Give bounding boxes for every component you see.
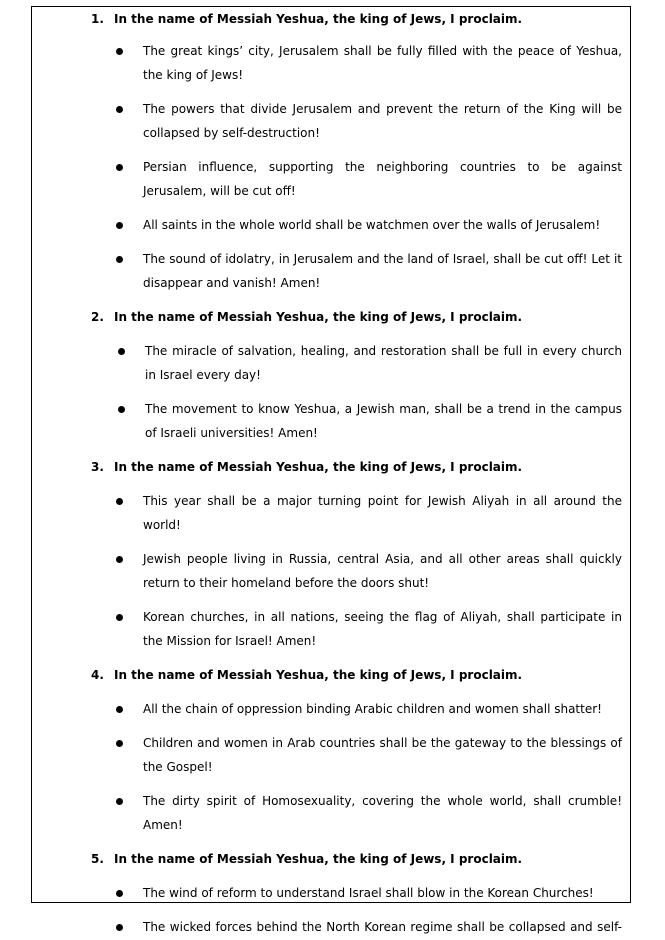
list-item-text: The powers that divide Jerusalem and prevent the return of the King will be collapsed by self-destruction! xyxy=(143,102,622,140)
list-item xyxy=(32,881,630,905)
section-heading xyxy=(32,305,630,329)
proclamation-section-2 xyxy=(32,305,630,445)
bullet-icon xyxy=(116,924,123,931)
list-item xyxy=(32,213,630,237)
section-number: 3. xyxy=(91,460,104,474)
section-heading-text: In the name of Messiah Yeshua, the king of Jews, I proclaim. xyxy=(114,12,523,26)
bullet-icon xyxy=(116,706,123,713)
list-item-text: The great kings’ city, Jerusalem shall be fully filled with the peace of Yeshua, the king of Jews! xyxy=(143,44,622,82)
list-item xyxy=(32,97,630,145)
list-item xyxy=(32,247,630,295)
proclamation-section-3 xyxy=(32,455,630,653)
section-heading-text: In the name of Messiah Yeshua, the king of Jews, I proclaim. xyxy=(114,460,523,474)
list-item xyxy=(32,915,630,939)
list-item-text: All the chain of oppression binding Arabic children and women shall shatter! xyxy=(143,702,602,716)
proclamation-list xyxy=(32,339,630,445)
list-item-text: The wicked forces behind the North Korean regime shall be collapsed and self- xyxy=(143,920,622,934)
list-item xyxy=(32,789,630,837)
list-item-text: Korean churches, in all nations, seeing the flag of Aliyah, shall participate in the Mission for Israel! Amen! xyxy=(143,610,622,648)
proclamation-section-4 xyxy=(32,663,630,837)
bullet-icon xyxy=(116,614,123,621)
list-item-text: The miracle of salvation, healing, and restoration shall be full in every church in Israel every day! xyxy=(145,344,622,382)
section-heading xyxy=(32,7,630,31)
section-number: 5. xyxy=(91,852,104,866)
list-item-text: All saints in the whole world shall be watchmen over the walls of Jerusalem! xyxy=(143,218,601,232)
proclamation-list xyxy=(32,489,630,653)
section-number: 2. xyxy=(91,310,104,324)
bullet-icon xyxy=(118,406,125,413)
list-item xyxy=(32,731,630,779)
proclamation-list xyxy=(32,39,630,295)
list-item-text: The dirty spirit of Homosexuality, covering the whole world, shall crumble! Amen! xyxy=(143,794,622,832)
section-heading xyxy=(32,455,630,479)
list-item xyxy=(32,697,630,721)
list-item xyxy=(32,397,630,445)
bullet-icon xyxy=(116,890,123,897)
section-heading-text: In the name of Messiah Yeshua, the king of Jews, I proclaim. xyxy=(114,852,523,866)
list-item xyxy=(32,547,630,595)
list-item-text: Persian influence, supporting the neighboring countries to be against Jerusalem, will be cut off! xyxy=(143,160,622,198)
bullet-icon xyxy=(116,48,123,55)
list-item-text: This year shall be a major turning point for Jewish Aliyah in all around the world! xyxy=(143,494,622,532)
section-heading-text: In the name of Messiah Yeshua, the king of Jews, I proclaim. xyxy=(114,310,523,324)
bullet-icon xyxy=(116,740,123,747)
section-number: 4. xyxy=(91,668,104,682)
list-item xyxy=(32,155,630,203)
list-item-text: The movement to know Yeshua, a Jewish man, shall be a trend in the campus of Israeli universities! Amen! xyxy=(145,402,622,440)
document-page xyxy=(31,6,631,934)
proclamation-list xyxy=(32,697,630,837)
bullet-icon xyxy=(116,256,123,263)
section-heading xyxy=(32,663,630,687)
proclamation-section-1 xyxy=(32,7,630,295)
proclamation-section-5 xyxy=(32,847,630,939)
section-number: 1. xyxy=(91,12,104,26)
section-heading-text: In the name of Messiah Yeshua, the king of Jews, I proclaim. xyxy=(114,668,523,682)
list-item xyxy=(32,489,630,537)
list-item-text: Children and women in Arab countries shall be the gateway to the blessings of the Gospel! xyxy=(143,736,622,774)
bullet-icon xyxy=(116,106,123,113)
bullet-icon xyxy=(116,222,123,229)
list-item-text: The wind of reform to understand Israel shall blow in the Korean Churches! xyxy=(143,886,594,900)
list-item-text: Jewish people living in Russia, central Asia, and all other areas shall quickly return to their homeland before the doors shut! xyxy=(143,552,622,590)
bullet-icon xyxy=(116,798,123,805)
bullet-icon xyxy=(116,164,123,171)
proclamation-list xyxy=(32,881,630,939)
list-item xyxy=(32,39,630,87)
bullet-icon xyxy=(118,348,125,355)
list-item xyxy=(32,605,630,653)
list-item xyxy=(32,339,630,387)
bullet-icon xyxy=(116,498,123,505)
list-item-text: The sound of idolatry, in Jerusalem and the land of Israel, shall be cut off! Let it disappear and vanish! Amen! xyxy=(143,252,622,290)
bullet-icon xyxy=(116,556,123,563)
section-heading xyxy=(32,847,630,871)
